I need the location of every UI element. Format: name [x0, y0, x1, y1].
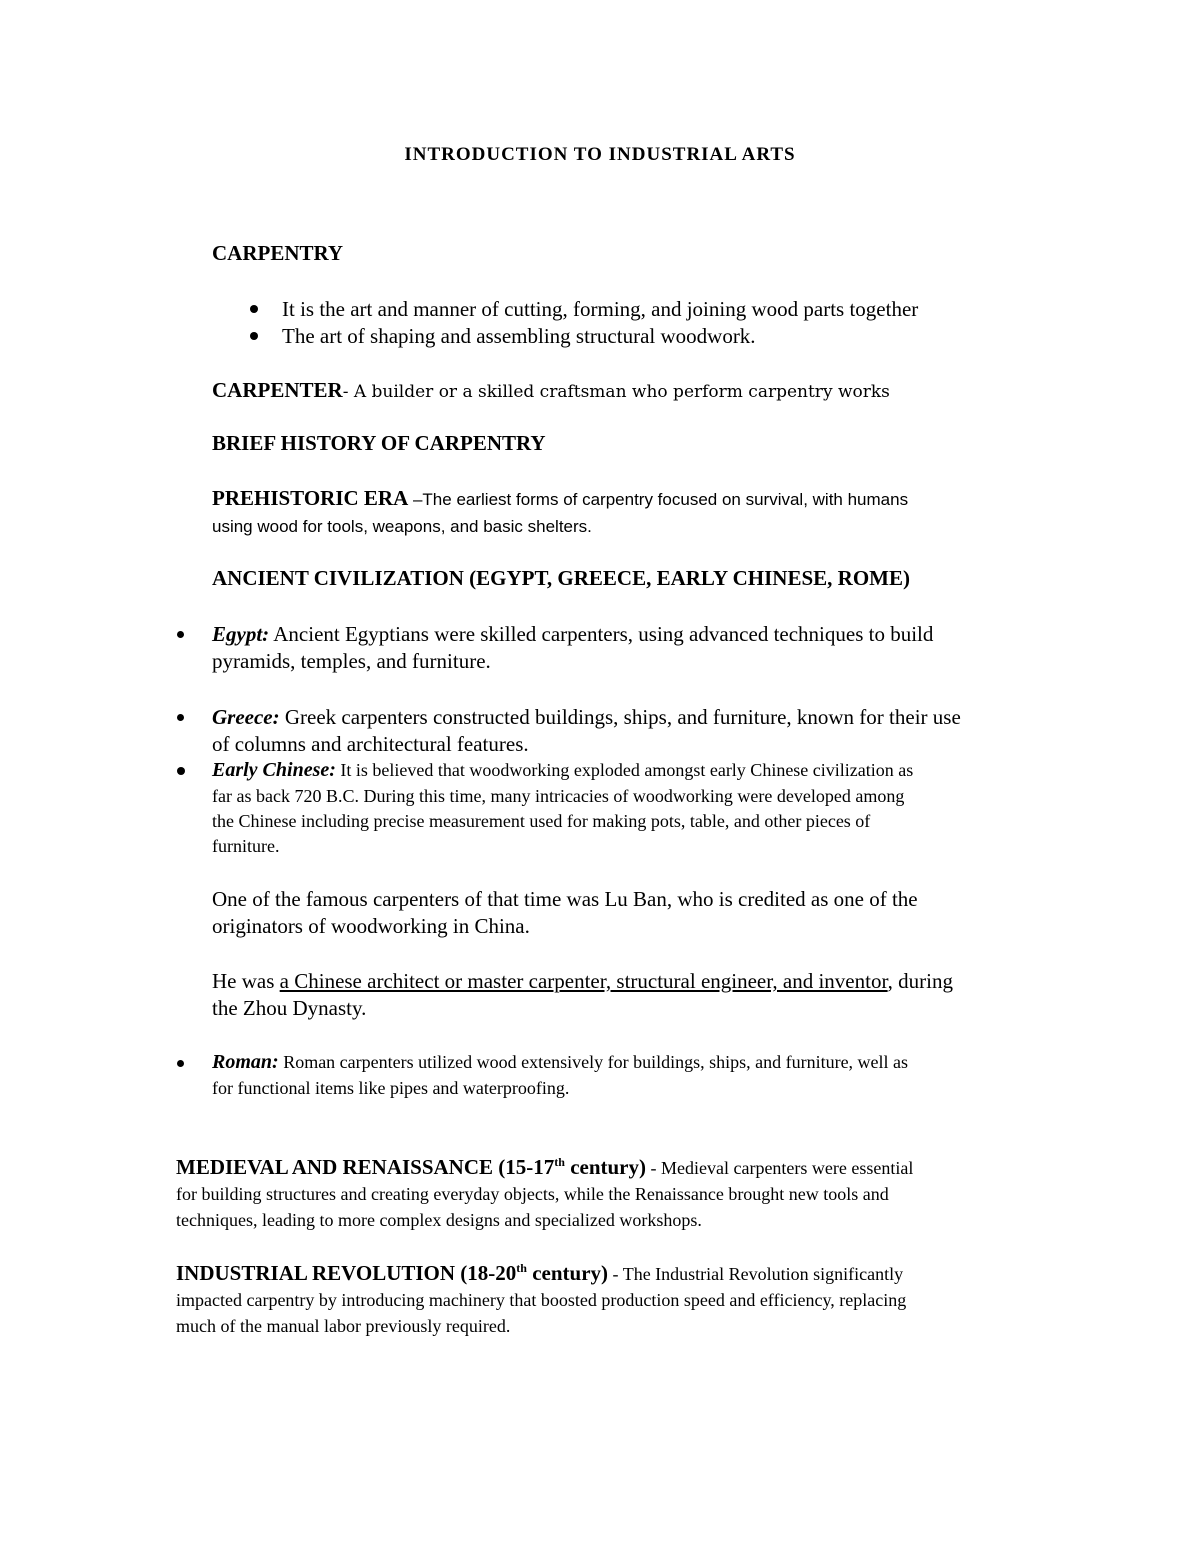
industrial-line-3: much of the manual labor previously required.: [176, 1316, 511, 1336]
roman-line-2: for functional items like pipes and waterproofing.: [212, 1078, 570, 1098]
bullet-icon: [177, 631, 184, 638]
medieval-term-pre: MEDIEVAL AND RENAISSANCE (15-17: [176, 1155, 555, 1179]
medieval-line-3: techniques, leading to more complex designs and specialized workshops.: [176, 1210, 702, 1230]
prehistoric-line-2: using wood for tools, weapons, and basic shelters.: [212, 517, 592, 536]
industrial-term-post: century): [526, 1261, 609, 1285]
egypt-label: Egypt:: [212, 622, 270, 646]
carpentry-bullet-2: The art of shaping and assembling structural woodwork.: [282, 324, 756, 348]
industrial-term: [176, 1261, 608, 1285]
carpenter-term: CARPENTER: [212, 378, 343, 402]
early-chinese-line-4: furniture.: [212, 836, 280, 856]
bullet-icon: [177, 714, 184, 721]
greece-label: Greece:: [212, 705, 280, 729]
egypt-line-2: pyramids, temples, and furniture.: [212, 649, 491, 673]
document-title: INTRODUCTION TO INDUSTRIAL ARTS: [404, 144, 796, 165]
industrial-text-1: - The Industrial Revolution significantly: [608, 1264, 904, 1284]
greece-text-1: Greek carpenters constructed buildings, ships, and furniture, known for their use: [279, 705, 961, 729]
lu-ban-line-2: originators of woodworking in China.: [212, 914, 530, 938]
carpenter-text: - A builder or a skilled craftsman who perform carpentry works: [342, 382, 890, 402]
medieval-term-post: century): [564, 1155, 646, 1179]
industrial-term-pre: INDUSTRIAL REVOLUTION (18-20: [176, 1261, 517, 1285]
lu-ban-role-underlined: a Chinese architect or master carpenter, structural engineer, and inventor: [279, 969, 888, 993]
lu-ban-role-pre: He was: [212, 969, 280, 993]
greece-line-1: [212, 704, 961, 731]
carpentry-bullet-1: It is the art and manner of cutting, forming, and joining wood parts together: [282, 297, 919, 321]
early-chinese-label: Early Chinese:: [212, 759, 336, 781]
medieval-term-sup: th: [554, 1155, 565, 1169]
medieval-term: [176, 1155, 646, 1179]
bullet-icon: [250, 305, 258, 313]
history-heading: BRIEF HISTORY OF CARPENTRY: [212, 431, 546, 455]
early-chinese-line-1: [212, 758, 913, 783]
medieval-line-2: for building structures and creating everyday objects, while the Renaissance brought new tools and: [176, 1184, 889, 1204]
roman-line-1: [212, 1050, 908, 1075]
egypt-line-1: [212, 621, 933, 648]
carpenter-definition: [212, 378, 890, 405]
prehistoric-term: PREHISTORIC ERA: [212, 486, 409, 510]
bullet-icon: [177, 1060, 184, 1067]
medieval-line-1: [176, 1155, 913, 1181]
early-chinese-text-1: It is believed that woodworking exploded amongst early Chinese civilization as: [335, 760, 914, 780]
roman-label: Roman:: [212, 1051, 279, 1073]
industrial-term-sup: th: [516, 1261, 527, 1275]
early-chinese-line-3: the Chinese including precise measurement used for making pots, table, and other pieces of: [212, 811, 871, 831]
roman-text-1: Roman carpenters utilized wood extensively for buildings, ships, and furniture, well as: [278, 1052, 909, 1072]
egypt-text-1: Ancient Egyptians were skilled carpenters, using advanced techniques to build: [269, 622, 934, 646]
medieval-text-1: - Medieval carpenters were essential: [646, 1158, 914, 1178]
lu-ban-role-post: , during: [887, 969, 953, 993]
lu-ban-role-line-2: the Zhou Dynasty.: [212, 996, 367, 1020]
early-chinese-line-2: far as back 720 B.C. During this time, many intricacies of woodworking were developed among: [212, 786, 905, 806]
lu-ban-role-line-1: [212, 968, 953, 995]
bullet-icon: [177, 767, 185, 775]
prehistoric-text-1: –The earliest forms of carpentry focused on survival, with humans: [408, 490, 909, 509]
prehistoric-line-1: [212, 486, 908, 513]
ancient-heading: ANCIENT CIVILIZATION (EGYPT, GREECE, EARLY CHINESE, ROME): [212, 566, 910, 590]
bullet-icon: [250, 332, 258, 340]
greece-line-2: of columns and architectural features.: [212, 732, 529, 756]
industrial-line-2: impacted carpentry by introducing machinery that boosted production speed and efficiency, replacing: [176, 1290, 907, 1310]
industrial-line-1: [176, 1261, 903, 1287]
lu-ban-line-1: One of the famous carpenters of that time was Lu Ban, who is credited as one of the: [212, 887, 918, 911]
carpentry-heading: CARPENTRY: [212, 241, 344, 265]
